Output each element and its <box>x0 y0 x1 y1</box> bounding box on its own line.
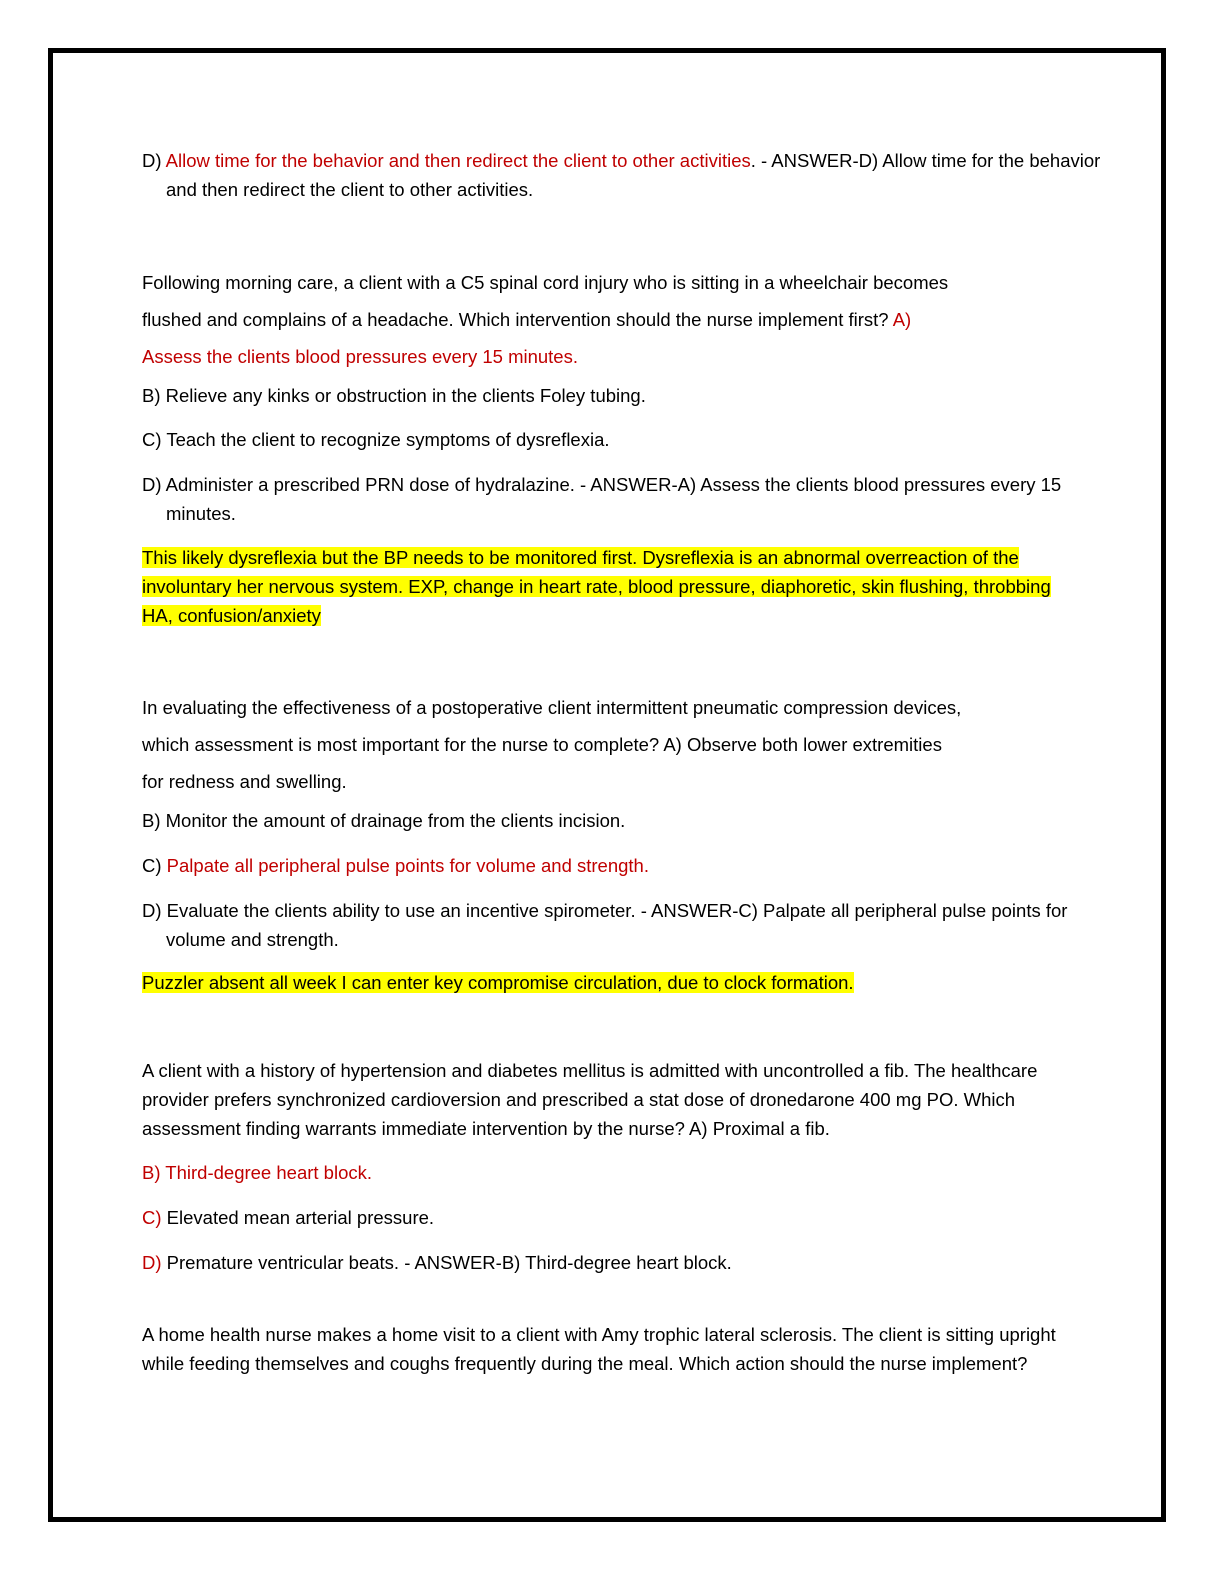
q0-option-d: D) Allow time for the behavior and then redirect the client to other activities. - ANSWER-D) Allow time for the behavior and then redirect the client to other activities. <box>142 150 1101 200</box>
q1-option-d: D) Administer a prescribed PRN dose of hydralazine. - ANSWER-A) Assess the clients blood pressures every 15 minutes. <box>142 474 1062 524</box>
q2-note <box>142 968 1082 997</box>
q2-option-c-red: Palpate all peripheral pulse points for volume and strength. <box>166 855 649 876</box>
q1-answer-a-label: A) <box>892 309 912 330</box>
q2-stem: In evaluating the effectiveness of a postoperative client intermittent pneumatic compression devices, which assessment is most important for the nurse to complete? A) Observe both lower extremities for redness and swelling. <box>142 697 962 792</box>
q1-option-c: C) Teach the client to recognize symptoms of dysreflexia. <box>142 429 610 450</box>
q2-note-highlight: Puzzler absent all week I can enter key compromise circulation, due to clock formation. <box>142 972 854 993</box>
q1-note <box>142 543 1077 630</box>
q3-option-c-label: C) <box>142 1207 162 1228</box>
q1-stem: Following morning care, a client with a C5 spinal cord injury who is sitting in a wheelchair becomes flushed and complains of a headache. Which intervention should the nurse implement first? A) Assess the clients blood pressures every 15 minutes. <box>142 272 949 367</box>
q4-stem: A home health nurse makes a home visit to a client with Amy trophic lateral sclerosis. The client is sitting upright while feeding themselves and coughs frequently during the meal. Which action should the nurse implement? <box>142 1324 1056 1374</box>
q3-option-d: D) Premature ventricular beats. - ANSWER-B) Third-degree heart block. <box>142 1252 732 1273</box>
q0-option-d-red: Allow time for the behavior and then redirect the client to other activities <box>165 150 751 171</box>
q3-option-c: C) Elevated mean arterial pressure. <box>142 1207 435 1228</box>
q3-stem: A client with a history of hypertension and diabetes mellitus is admitted with uncontrolled a fib. The healthcare provider prefers synchronized cardioversion and prescribed a stat dose of dronedarone 400 mg PO. Which assessment finding warrants immediate intervention by the nurse? A) Proximal a fib. <box>142 1060 1038 1139</box>
q2-option-c: C) Palpate all peripheral pulse points for volume and strength. <box>142 855 649 876</box>
q3-option-d-label: D) <box>142 1252 162 1273</box>
q1-option-b: B) Relieve any kinks or obstruction in the clients Foley tubing. <box>142 385 646 406</box>
q2-option-d: D) Evaluate the clients ability to use an incentive spirometer. - ANSWER-C) Palpate all peripheral pulse points for volume and strength. <box>142 900 1068 950</box>
q1-answer-a-text: Assess the clients blood pressures every 15 minutes. <box>142 346 578 367</box>
q2-option-b: B) Monitor the amount of drainage from the clients incision. <box>142 810 626 831</box>
q1-note-highlight: This likely dysreflexia but the BP needs to be monitored first. Dysreflexia is an abnormal overreaction of the involuntary her nervous system. EXP, change in heart rate, blood pressure, diaphoretic, skin flushing, throbbing HA, confusion/anxiety <box>142 547 1051 626</box>
q3-option-b: B) Third-degree heart block. <box>142 1162 372 1183</box>
